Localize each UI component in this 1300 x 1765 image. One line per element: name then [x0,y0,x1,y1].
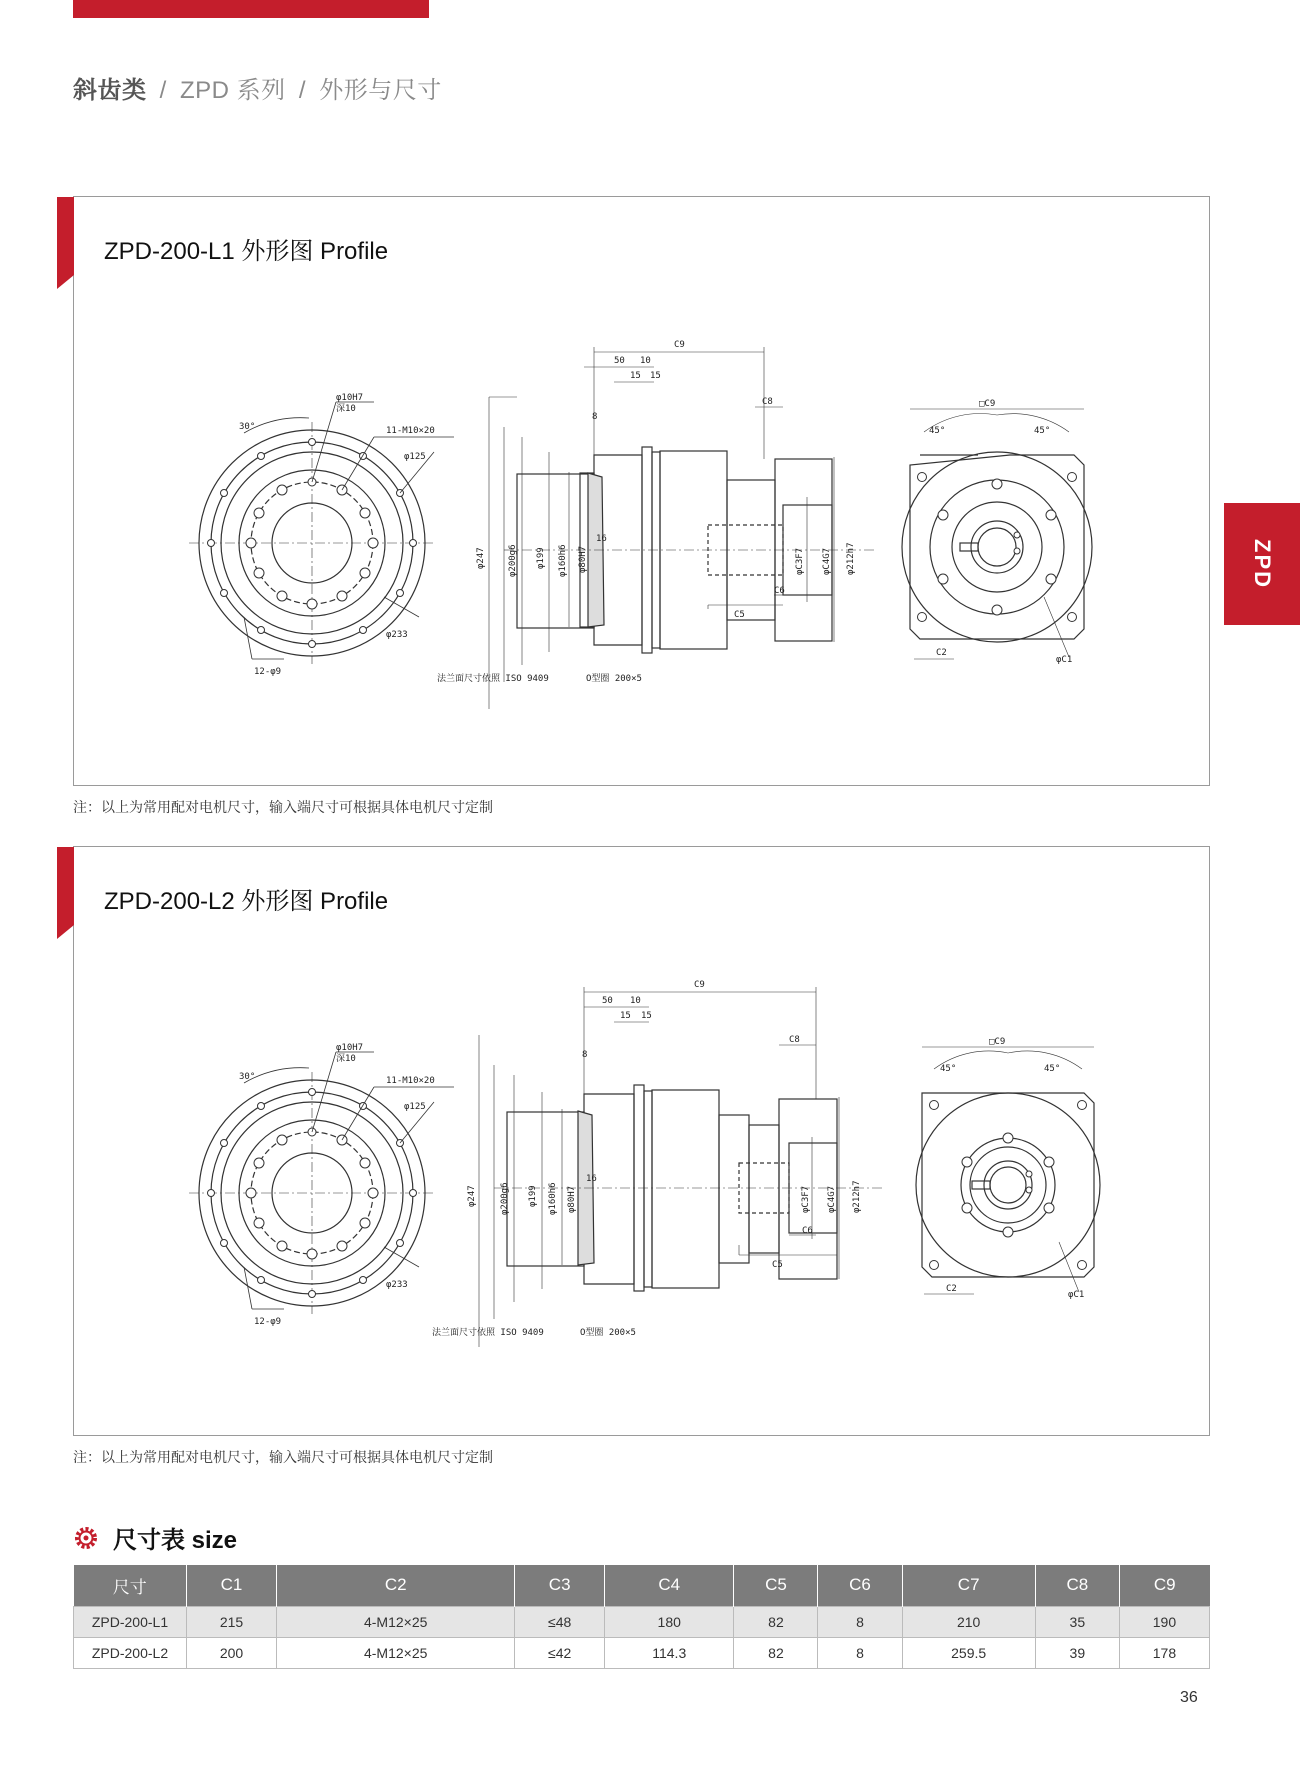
dim-10: 10 [640,356,651,366]
breadcrumb-separator: / [298,77,307,104]
dim-d125: φ125 [404,1102,426,1112]
table-cell: 4-M12×25 [277,1606,515,1637]
dim-45b: 45° [1044,1064,1061,1074]
dim-oring: O型圈 200×5 [586,674,642,684]
dim-sq-c9: □C9 [989,1037,1006,1047]
dim-thread: 11-M10×20 [386,426,435,436]
dim-8: 8 [592,412,598,422]
panel-note-2: 注：以上为常用配对电机尺寸，输入端尺寸可根据具体电机尺寸定制 [73,1449,493,1465]
breadcrumb-category: 斜齿类 [73,77,147,104]
dim-d247: φ247 [467,1185,477,1207]
dim-45b: 45° [1034,426,1051,436]
table-cell: 82 [734,1606,818,1637]
table-header: C5 [734,1565,818,1606]
dim-sq-c9: □C9 [979,399,996,409]
table-header: C6 [818,1565,902,1606]
dim-d125: φ125 [404,452,426,462]
dim-d247: φ247 [476,547,486,569]
dim-thread: 11-M10×20 [386,1076,435,1086]
dim-c3: φC3F7 [795,547,805,575]
dim-16: 16 [586,1174,597,1184]
dim-c8: C8 [762,397,773,407]
dim-c6: C6 [774,586,785,596]
panel-accent-tip [57,275,74,289]
dim-15a: 15 [620,1011,631,1021]
table-header-row [74,1565,1210,1606]
dim-pin: φ10H7 [336,393,364,403]
table-cell: 4-M12×25 [277,1637,515,1668]
dim-c2: C2 [946,1284,957,1294]
dim-pin-depth: 深10 [336,404,356,414]
table-cell: 82 [734,1637,818,1668]
table-header: C9 [1119,1565,1209,1606]
profile-panel-1 [73,196,1210,786]
side-tab [1224,503,1300,625]
table-cell: 8 [818,1606,902,1637]
dim-holes: 12-φ9 [254,667,282,677]
dim-c8: C8 [789,1035,800,1045]
table-cell: 8 [818,1637,902,1668]
dim-50: 50 [602,996,613,1006]
breadcrumb-section: 外形与尺寸 [319,77,442,104]
dim-8: 8 [582,1050,588,1060]
drawing-2 [74,847,1211,1437]
dim-45a: 45° [929,426,946,436]
dim-15b: 15 [641,1011,652,1021]
dim-10: 10 [630,996,641,1006]
table-cell: 190 [1119,1606,1209,1637]
dim-c5: C5 [734,610,745,620]
dim-d160: φ160h6 [548,1182,558,1215]
panel-accent-tip [57,925,74,939]
table-cell: 35 [1035,1606,1119,1637]
panel-title: ZPD-200-L1 外形图 Profile [104,238,389,265]
dim-15a: 15 [630,371,641,381]
table-header: C7 [902,1565,1035,1606]
table-cell: ≤42 [515,1637,605,1668]
breadcrumb-series: ZPD 系列 [180,77,286,104]
panel-title: ZPD-200-L2 外形图 Profile [104,888,389,915]
dim-d212: φ212h7 [846,542,856,575]
table-header: C4 [605,1565,734,1606]
dim-angle30: 30° [239,422,256,432]
breadcrumb-separator: / [159,77,167,104]
dim-angle30: 30° [239,1072,256,1082]
dim-16: 16 [596,534,607,544]
dim-c9: C9 [694,980,705,990]
dim-45a: 45° [940,1064,957,1074]
table-cell: 178 [1119,1637,1209,1668]
dim-d199: φ199 [536,547,546,569]
dim-pin-depth: 深10 [336,1054,356,1064]
panel-note-1: 注：以上为常用配对电机尺寸，输入端尺寸可根据具体电机尺寸定制 [73,799,493,815]
dim-c4: φC4G7 [822,547,832,575]
dim-c9: C9 [674,340,685,350]
dim-d199: φ199 [528,1185,538,1207]
table-header: C1 [187,1565,277,1606]
dim-c4: φC4G7 [827,1185,837,1213]
table-header: C2 [277,1565,515,1606]
table-cell: 200 [187,1637,277,1668]
dim-flange-note: 法兰面尺寸依照 ISO 9409 [432,1328,544,1338]
dim-d200: φ200g6 [508,544,518,577]
breadcrumb [73,70,442,105]
dim-c1: φC1 [1056,655,1073,665]
dim-d160: φ160h6 [558,544,568,577]
dim-c3: φC3F7 [801,1185,811,1213]
table-row [74,1637,1210,1668]
gear-icon [73,1525,99,1551]
dim-d233: φ233 [386,630,408,640]
table-header: C8 [1035,1565,1119,1606]
profile-panel-2 [73,846,1210,1436]
table-cell: 210 [902,1606,1035,1637]
dim-d80: φ80H7 [578,545,588,573]
size-table-heading [73,1520,237,1555]
dim-d200: φ200g6 [500,1182,510,1215]
dim-15b: 15 [650,371,661,381]
drawing-1 [74,197,1211,787]
dim-pin: φ10H7 [336,1043,364,1053]
table-header: C3 [515,1565,605,1606]
table-cell: 259.5 [902,1637,1035,1668]
dim-c1: φC1 [1068,1290,1085,1300]
dim-flange-note: 法兰面尺寸依照 ISO 9409 [437,674,549,684]
page-number: 36 [1180,1689,1198,1706]
size-table-title: 尺寸表 size [113,1527,238,1554]
panel-accent [57,197,74,275]
table-cell: 114.3 [605,1637,734,1668]
table-cell: ≤48 [515,1606,605,1637]
dim-c2: C2 [936,648,947,658]
table-cell: 180 [605,1606,734,1637]
top-accent-bar [73,0,429,18]
table-header: 尺寸 [74,1565,187,1606]
table-cell: ZPD-200-L2 [74,1637,187,1668]
dim-d233: φ233 [386,1280,408,1290]
table-cell: 39 [1035,1637,1119,1668]
table-cell: ZPD-200-L1 [74,1606,187,1637]
table-cell: 215 [187,1606,277,1637]
dim-c5: C5 [772,1260,783,1270]
side-tab-label: ZPD [1250,539,1275,589]
dim-oring: O型圈 200×5 [580,1328,636,1338]
table-row [74,1606,1210,1637]
dim-d80: φ80H7 [567,1185,577,1213]
dim-c6: C6 [802,1226,813,1236]
dim-holes: 12-φ9 [254,1317,282,1327]
panel-accent [57,847,74,925]
dim-50: 50 [614,356,625,366]
dim-d212: φ212h7 [852,1180,862,1213]
size-table [73,1565,1210,1669]
